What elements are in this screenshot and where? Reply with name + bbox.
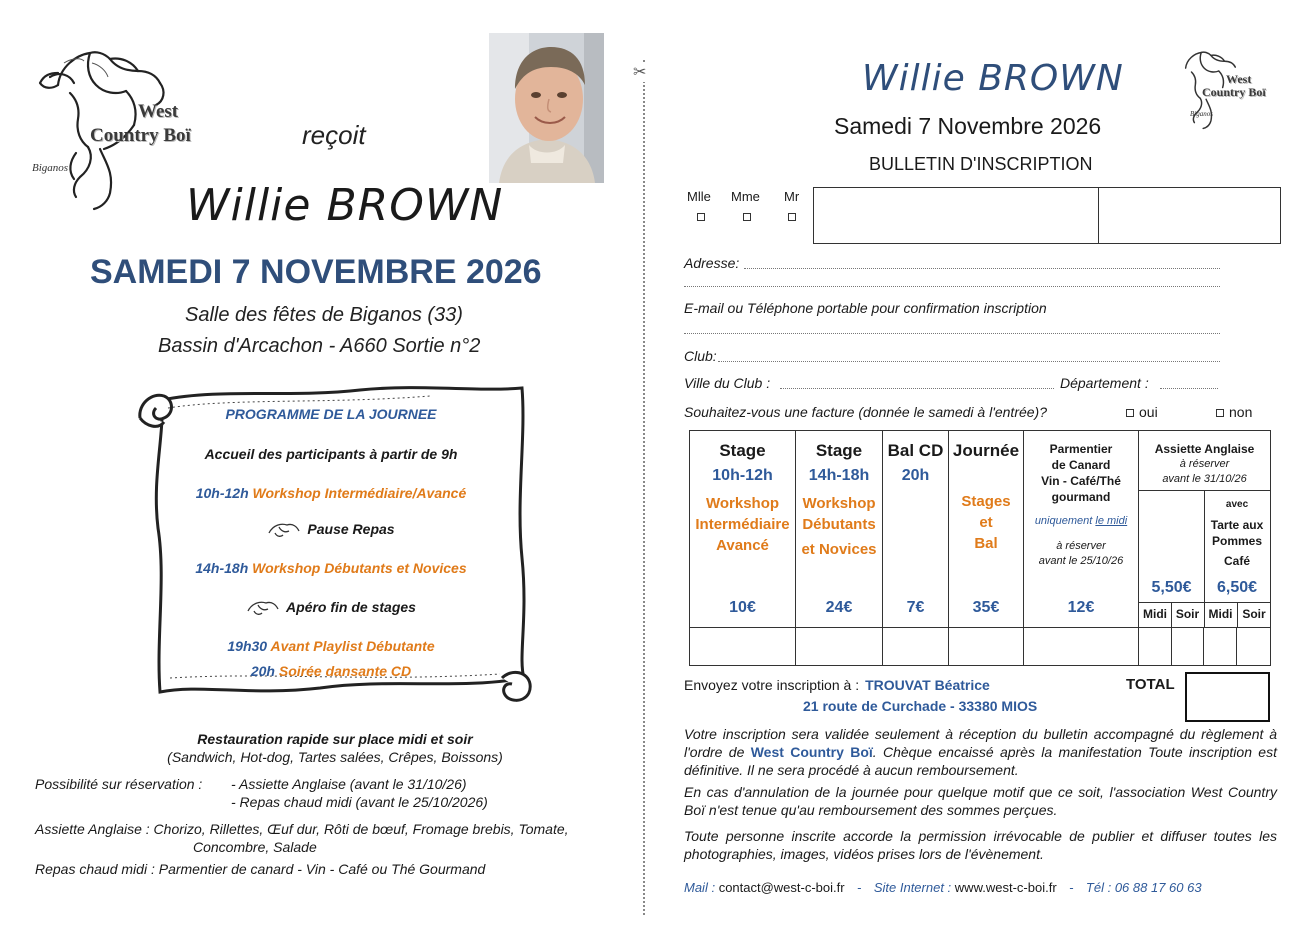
parmentier-line2: de Canard	[1051, 458, 1111, 472]
programme-slot4	[130, 663, 532, 679]
stage1-desc	[690, 493, 795, 556]
programme-slot1	[130, 485, 532, 501]
journee-desc2: et	[979, 514, 993, 531]
para1-org: West Country Boï	[750, 744, 873, 760]
assiette-midi2-qty-cell[interactable]	[1204, 628, 1237, 666]
civility-mme-checkbox[interactable]	[743, 213, 751, 221]
programme-pause	[130, 521, 532, 539]
assiette-title: Assiette Anglaise	[1154, 442, 1255, 456]
parmentier-note-link: le midi	[1095, 515, 1128, 527]
slot2-time: 14h-18h	[195, 560, 249, 576]
programme-slot3	[130, 638, 532, 654]
stage2-desc2: Débutants	[802, 516, 876, 533]
assiette-extras	[1204, 497, 1270, 569]
mail-link[interactable]: contact@west-c-boi.fr	[718, 880, 845, 895]
para1-b: . Chèque encaissé après la manifestation Toute inscription est définitive. Il ne sera procédé à aucun remboursement.	[684, 744, 1277, 778]
form-date: Samedi 7 Novembre 2026	[834, 113, 1102, 139]
send-label: Envoyez votre inscription à :	[684, 677, 860, 693]
facture-yes-checkbox[interactable]	[1126, 409, 1134, 417]
parmentier-reserve1: à réserver	[1056, 540, 1106, 552]
dept-label: Département :	[1060, 375, 1149, 391]
logo-place: Biganos	[32, 162, 69, 174]
cut-line	[643, 60, 645, 915]
ville-field[interactable]	[780, 388, 1054, 389]
form-logo-brand-line2: Country Boï	[1202, 85, 1266, 99]
programme-title-text: PROGRAMME DE LA JOURNEE	[225, 406, 437, 422]
parmentier-lines	[1024, 441, 1138, 505]
civility-mlle-checkbox[interactable]	[697, 213, 705, 221]
assiette-midisoir-divider	[1139, 602, 1270, 603]
bal-price: 7€	[906, 599, 925, 616]
site-link[interactable]: www.west-c-boi.fr	[954, 880, 1057, 895]
form-instructor-name: Willie BROWN	[862, 58, 1124, 99]
form-heading: BULLETIN D'INSCRIPTION	[869, 154, 1093, 174]
assiette-reserve2: avant le 31/10/26	[1162, 473, 1247, 485]
assiette-reserve	[1139, 457, 1270, 487]
email-field[interactable]	[684, 333, 1220, 334]
stage1-price: 10€	[729, 599, 756, 616]
programme-title	[130, 406, 532, 422]
parmentier-reserve	[1024, 539, 1138, 569]
assiette-soir1-qty-cell[interactable]	[1172, 628, 1204, 666]
repas-line: Repas chaud midi : Parmentier de canard - Vin - Café ou Thé Gourmand	[35, 861, 486, 877]
assiette-midi2: Midi	[1208, 607, 1233, 621]
assiette-midi1: Midi	[1143, 607, 1167, 621]
send-line	[684, 677, 990, 693]
recoit-label: reçoit	[302, 120, 366, 150]
assiette-extra1: Tarte aux	[1210, 518, 1264, 532]
assiette-extra2: Pommes	[1212, 534, 1263, 548]
stage1-cell	[690, 431, 796, 628]
form-logo-brand-line1: West	[1226, 72, 1252, 86]
journee-cell	[949, 431, 1024, 628]
journee-desc	[949, 491, 1023, 554]
pause-label: Pause Repas	[307, 521, 395, 537]
annulation-paragraph: En cas d'annulation de la journée pour quelque motif que ce soit, l'association West Country Boï n'est tenue qu'au remboursement des sommes perçues.	[684, 784, 1277, 818]
bal-cell	[883, 431, 949, 628]
assiette-cell	[1139, 431, 1271, 628]
facture-yes-label: oui	[1139, 404, 1158, 420]
assiette-soir2: Soir	[1242, 607, 1266, 621]
bal-time: 20h	[901, 467, 930, 484]
parmentier-line3: Vin - Café/Thé	[1041, 474, 1121, 488]
validation-paragraph	[684, 725, 1277, 779]
facture-no-option[interactable]	[1216, 404, 1252, 420]
stage1-time: 10h-12h	[712, 467, 773, 484]
programme-accueil	[130, 446, 532, 462]
stage2-desc	[796, 493, 882, 560]
journee-price: 35€	[972, 599, 1000, 616]
email-label: E-mail ou Téléphone portable pour confirmation inscription	[684, 300, 1047, 316]
logo-brand-line2: Country Boï	[90, 125, 191, 146]
stage1-desc2: Intermédiaire	[695, 516, 790, 533]
civility-mme-label: Mme	[731, 189, 760, 204]
programme-scroll	[130, 378, 532, 708]
stage2-time: 14h-18h	[808, 467, 870, 484]
slot3-time: 19h30	[227, 638, 268, 654]
journee-title: Journée	[952, 441, 1020, 460]
reservation-label: Possibilité sur réservation :	[35, 776, 203, 792]
footer-sep2: -	[1069, 880, 1074, 895]
civility-mlle-label: Mlle	[687, 189, 711, 204]
reservation-item1: - Assiette Anglaise (avant le 31/10/26)	[231, 776, 467, 792]
slot3-label: Avant Playlist Débutante	[270, 638, 435, 654]
assiette-line1: Assiette Anglaise : Chorizo, Rillettes, Œuf dur, Rôti de bœuf, Fromage brebis, Tomate,	[35, 821, 569, 837]
horse-mini-icon	[267, 521, 301, 539]
logo-brand-line1: West	[138, 101, 179, 122]
programme-accueil-text: Accueil des participants à partir de 9h	[204, 446, 458, 462]
slot1-label: Workshop Intermédiaire/Avancé	[252, 485, 467, 501]
stage2-title: Stage	[815, 441, 863, 460]
adresse-field[interactable]	[744, 268, 1220, 269]
ville-label: Ville du Club :	[684, 375, 771, 391]
contact-footer	[684, 880, 1202, 895]
stage1-desc3: Avancé	[716, 537, 769, 554]
parmentier-reserve2: avant le 25/10/26	[1038, 555, 1124, 567]
stage2-desc3: et Novices	[801, 541, 877, 558]
facture-question: Souhaitez-vous une facture (donnée le samedi à l'entrée)?	[684, 404, 1048, 420]
instructor-name: Willie BROWN	[186, 180, 504, 231]
journee-desc1: Stages	[961, 493, 1011, 510]
assiette-extra3: Café	[1224, 554, 1251, 568]
para1-a: Votre inscription sera validée seulement à réception du bulletin accompagné du règlement à l'ordre de	[684, 726, 1277, 760]
programme-slot2	[130, 560, 532, 576]
assiette-reserve1: à réserver	[1179, 458, 1230, 470]
tel-value: 06 88 17 60 63	[1114, 880, 1202, 895]
adresse-field-line2[interactable]	[684, 286, 1220, 287]
restauration-sub: (Sandwich, Hot-dog, Tartes salées, Crêpes, Boissons)	[167, 749, 503, 765]
venue-line2: Bassin d'Arcachon - A660 Sortie n°2	[158, 335, 481, 357]
horse-mini-icon	[246, 599, 280, 617]
parmentier-price: 12€	[1067, 599, 1095, 616]
event-date: SAMEDI 7 NOVEMBRE 2026	[90, 253, 542, 291]
assiette-midi1-qty-cell[interactable]	[1139, 628, 1172, 666]
footer-sep1: -	[857, 880, 862, 895]
photo-rights-paragraph: Toute personne inscrite accorde la permission irrévocable de publier et diffuser toutes les photographies, images, vidéos prises lors de l'évènement.	[684, 828, 1277, 862]
instructor-photo	[489, 33, 604, 183]
total-box[interactable]	[1185, 672, 1270, 722]
slot1-time: 10h-12h	[195, 485, 249, 501]
stage1-title: Stage	[719, 441, 766, 460]
tel-label: Tél :	[1085, 880, 1112, 895]
venue-line1: Salle des fêtes de Biganos (33)	[185, 304, 463, 326]
facture-yes-option[interactable]	[1126, 404, 1158, 420]
adresse-label: Adresse:	[684, 255, 740, 271]
assiette-price1: 5,50€	[1151, 579, 1192, 596]
apero-label: Apéro fin de stages	[286, 599, 416, 615]
programme-apero	[130, 599, 532, 617]
parmentier-note-prefix: uniquement	[1034, 515, 1093, 527]
restauration-title: Restauration rapide sur place midi et soir	[197, 731, 473, 747]
scissors-icon: ✂	[633, 64, 647, 81]
stage2-price: 24€	[825, 599, 853, 616]
parmentier-line4: gourmand	[1051, 490, 1111, 504]
facture-no-checkbox[interactable]	[1216, 409, 1224, 417]
assiette-line2: Concombre, Salade	[193, 839, 317, 855]
slot2-label: Workshop Débutants et Novices	[252, 560, 467, 576]
price-table	[689, 430, 1271, 666]
civility-mr-checkbox[interactable]	[788, 213, 796, 221]
send-name: TROUVAT Béatrice	[865, 677, 990, 693]
stage1-desc1: Workshop	[705, 495, 780, 512]
site-label: Site Internet :	[873, 880, 952, 895]
stage2-cell	[796, 431, 883, 628]
assiette-soir1: Soir	[1175, 607, 1200, 621]
form-logo	[1172, 48, 1284, 132]
slot4-time: 20h	[250, 663, 275, 679]
name-input-box[interactable]	[813, 187, 1281, 244]
send-address: 21 route de Curchade - 33380 MIOS	[803, 698, 1038, 714]
total-label: TOTAL	[1126, 676, 1175, 693]
bal-title: Bal CD	[887, 441, 944, 460]
reservation-item2: - Repas chaud midi (avant le 25/10/2026)	[231, 794, 488, 810]
parmentier-line1: Parmentier	[1049, 442, 1113, 456]
mail-label: Mail :	[684, 880, 716, 895]
name-box-divider	[1098, 188, 1099, 243]
slot4-label: Soirée dansante CD	[278, 663, 412, 679]
dept-field[interactable]	[1160, 388, 1218, 389]
assiette-avec: avec	[1225, 499, 1249, 510]
parmentier-note	[1024, 515, 1138, 527]
club-field[interactable]	[718, 361, 1220, 362]
civility-mr-label: Mr	[784, 189, 800, 204]
assiette-soir2-qty-cell[interactable]	[1237, 628, 1271, 666]
form-logo-place: Biganos	[1190, 110, 1213, 118]
parmentier-cell	[1024, 431, 1139, 628]
journee-desc3: Bal	[974, 535, 998, 552]
club-label: Club:	[684, 348, 717, 364]
stage2-desc1: Workshop	[802, 495, 876, 512]
facture-no-label: non	[1229, 404, 1253, 420]
assiette-price2: 6,50€	[1216, 579, 1258, 596]
